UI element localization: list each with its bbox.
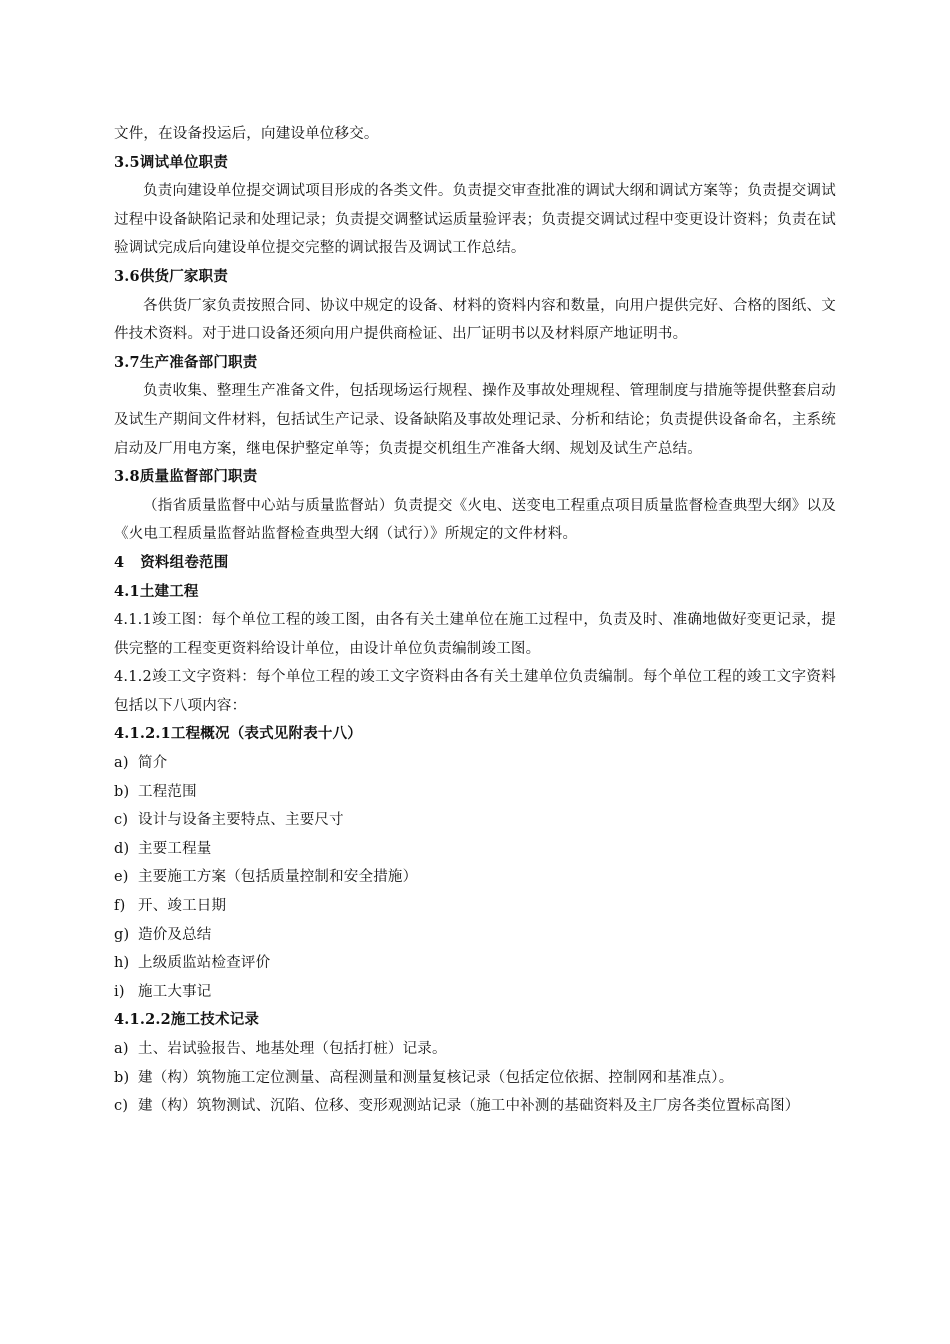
list-item xyxy=(114,749,836,778)
list-item xyxy=(114,949,836,978)
list-item-label: d) xyxy=(114,840,130,857)
heading-4-title: 资料组卷范围 xyxy=(140,553,229,571)
paragraph-3-5: 负责向建设单位提交调试项目形成的各类文件。负责提交审查批准的调试大纲和调试方案等；负责提交调试过程中设备缺陷记录和处理记录；负责提交调整试运质量验评表；负责提交调试过程中变更设计资料；负责在试验调试完成后向建设单位提交完整的调试报告及调试工作总结。 xyxy=(114,183,836,257)
heading-3-7: 3.7生产准备部门职责 xyxy=(114,353,258,371)
paragraph-4-1-2: 4.1.2竣工文字资料：每个单位工程的竣工文字资料由各有关土建单位负责编制。每个单位工程的竣工文字资料包括以下八项内容： xyxy=(114,669,836,714)
paragraph-intro-tail: 文件，在设备投运后，向建设单位移交。 xyxy=(114,126,379,142)
paragraph-3-7: 负责收集、整理生产准备文件，包括现场运行规程、操作及事故处理规程、管理制度与措施等提供整套启动及试生产期间文件材料，包括试生产记录、设备缺陷及事故处理记录、分析和结论；负责提供设备命名，主系统启动及厂用电方案，继电保护整定单等；负责提交机组生产准备大纲、规划及试生产总结。 xyxy=(114,383,836,457)
list-item xyxy=(114,1064,836,1093)
list-item-text: 建（构）筑物测试、沉陷、位移、变形观测站记录（施工中补测的基础资料及主厂房各类位置标高图） xyxy=(138,1098,800,1115)
list-item-label: h) xyxy=(114,955,130,972)
heading-4 xyxy=(114,549,836,578)
heading-4-1-2-1: 4.1.2.1工程概况（表式见附表十八） xyxy=(114,725,362,743)
list-item-text: 造价及总结 xyxy=(138,926,212,943)
list-item xyxy=(114,921,836,950)
list-item-text: 简介 xyxy=(138,755,168,772)
list-item-label: c) xyxy=(114,1098,129,1115)
list-item xyxy=(114,835,836,864)
list-item xyxy=(114,1035,836,1064)
list-item-label: g) xyxy=(114,926,130,943)
list-item-label: c) xyxy=(114,812,129,829)
list-item xyxy=(114,892,836,921)
list-item-text: 主要施工方案（包括质量控制和安全措施） xyxy=(138,869,418,886)
list-item xyxy=(114,806,836,835)
list-item xyxy=(114,863,836,892)
document-page xyxy=(114,120,836,1121)
list-item-text: 开、竣工日期 xyxy=(138,898,227,915)
heading-3-6: 3.6供货厂家职责 xyxy=(114,267,229,285)
list-item-label: e) xyxy=(114,869,129,886)
list-item-label: i) xyxy=(114,983,125,1000)
heading-3-8: 3.8质量监督部门职责 xyxy=(114,468,258,486)
paragraph-3-6: 各供货厂家负责按照合同、协议中规定的设备、材料的资料内容和数量，向用户提供完好、合格的图纸、文件技术资料。对于进口设备还须向用户提供商检证、出厂证明书以及材料原产地证明书。 xyxy=(114,297,836,343)
list-item-text: 主要工程量 xyxy=(138,840,212,857)
list-item-label: f) xyxy=(114,898,126,915)
list-4-1-2-1 xyxy=(114,749,836,1006)
heading-4-1-2-2: 4.1.2.2施工技术记录 xyxy=(114,1011,260,1029)
list-4-1-2-2 xyxy=(114,1035,836,1121)
paragraph-4-1-1: 4.1.1竣工图：每个单位工程的竣工图，由各有关土建单位在施工过程中，负责及时、准确地做好变更记录，提供完整的工程变更资料给设计单位，由设计单位负责编制竣工图。 xyxy=(114,612,836,657)
list-item-label: a) xyxy=(114,755,129,772)
list-item-label: a) xyxy=(114,1041,129,1057)
heading-3-5: 3.5调试单位职责 xyxy=(114,153,229,171)
list-item xyxy=(114,978,836,1007)
list-item-text: 工程范围 xyxy=(138,783,197,800)
heading-4-number: 4 xyxy=(114,553,125,571)
list-item-text: 施工大事记 xyxy=(138,983,212,1000)
list-item-label: b) xyxy=(114,783,130,800)
paragraph-3-8: （指省质量监督中心站与质量监督站）负责提交《火电、送变电工程重点项目质量监督检查典型大纲》以及《火电工程质量监督站监督检查典型大纲（试行）》所规定的文件材料。 xyxy=(114,497,836,543)
list-item-text: 上级质监站检查评价 xyxy=(138,955,271,972)
list-item-text: 土、岩试验报告、地基处理（包括打桩）记录。 xyxy=(138,1041,447,1057)
list-item xyxy=(114,778,836,807)
heading-4-1: 4.1土建工程 xyxy=(114,582,199,600)
list-item-text: 设计与设备主要特点、主要尺寸 xyxy=(138,812,344,829)
list-item-label: b) xyxy=(114,1069,130,1086)
list-item-text: 建（构）筑物施工定位测量、高程测量和测量复核记录（包括定位依据、控制网和基准点）。 xyxy=(138,1069,734,1086)
list-item xyxy=(114,1092,836,1121)
